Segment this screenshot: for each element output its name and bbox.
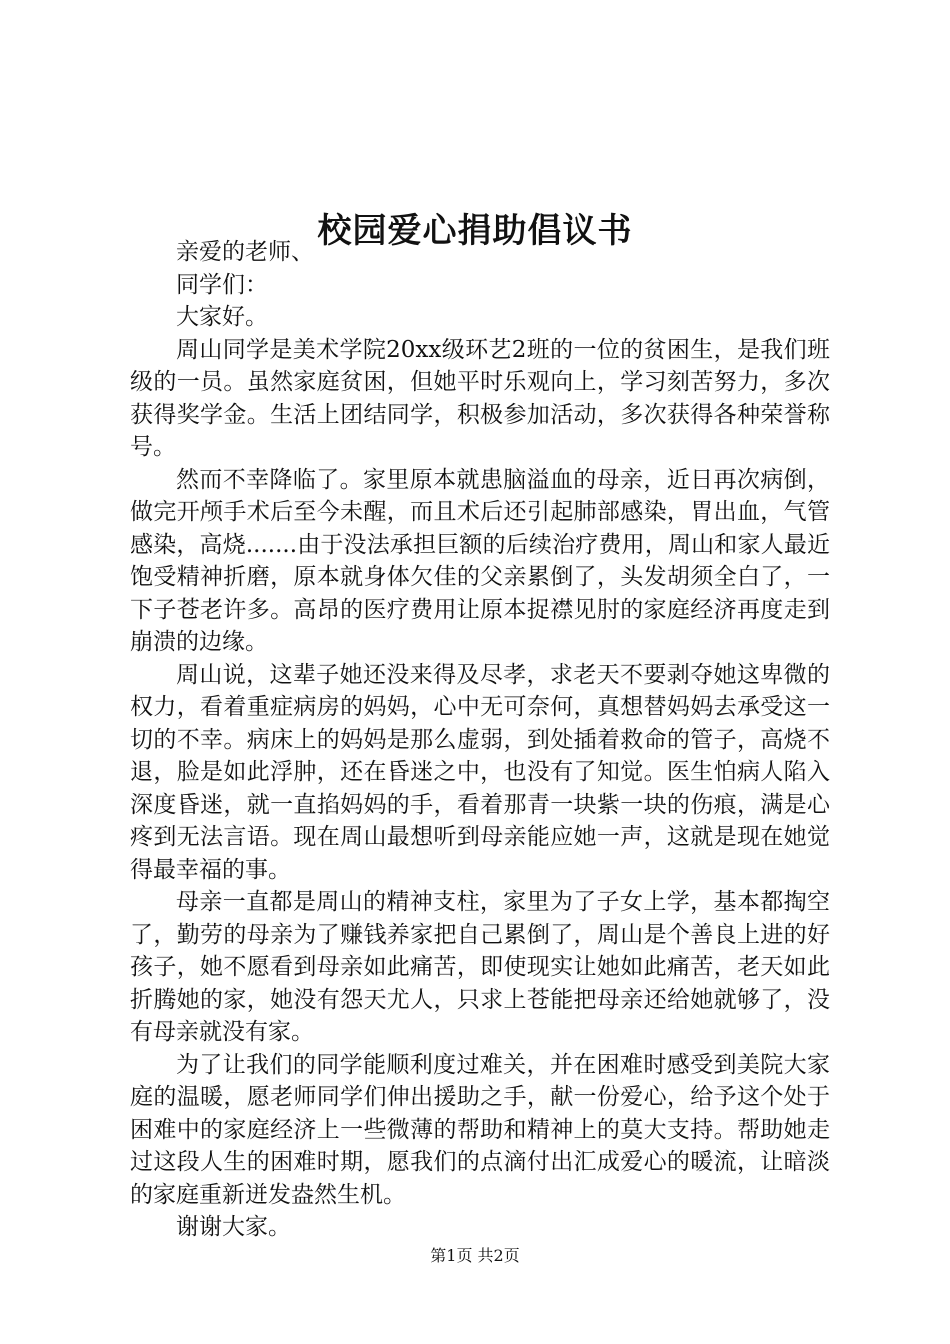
body-paragraph: 然而不幸降临了。家里原本就患脑溢血的母亲，近日再次病倒，做完开颅手术后至今未醒，而且术后还引起肺部感染，胃出血，气管感染，高烧.......由于没法承担巨额的后续治疗费用，周山和家人最近饱受精神折磨，原本就身体欠佳的父亲累倒了，头发胡须全白了，一下子苍老许多。高昂的医疗费用让原本捉襟见肘的家庭经济再度走到崩溃的边缘。 xyxy=(130,466,830,655)
greeting-line-2: 同学们： xyxy=(176,271,268,298)
body-paragraph: 周山同学是美术学院20xx级环艺2班的一位的贫困生，是我们班级的一员。虽然家庭贫困，但她平时乐观向上，学习刻苦努力，多次获得奖学金。生活上团结同学，积极参加活动，多次获得各种荣誉称号。 xyxy=(130,336,830,460)
greeting-line-3: 大家好。 xyxy=(176,304,268,330)
body-paragraph: 母亲一直都是周山的精神支柱，家里为了子女上学，基本都掏空了，勤劳的母亲为了赚钱养家把自己累倒了，周山是个善良上进的好孩子，她不愿看到母亲如此痛苦，即使现实让她如此痛苦，老天如此折腾她的家，她没有怨天尤人，只求上苍能把母亲还给她就够了，没有母亲就没有家。 xyxy=(130,889,830,1045)
greeting-line-1: 亲爱的老师、 xyxy=(176,239,314,265)
document-title: 校园爱心捐助倡议书 xyxy=(317,210,633,251)
page-number-footer: 第1页 共2页 xyxy=(430,1246,520,1265)
document-body xyxy=(130,236,830,1244)
body-paragraph: 为了让我们的同学能顺利度过难关，并在困难时感受到美院大家庭的温暖，愿老师同学们伸出援助之手，献一份爱心，给予这个处于困难中的家庭经济上一些微薄的帮助和精神上的莫大支持。帮助她走过这段人生的困难时期，愿我们的点滴付出汇成爱心的暖流，让暗淡的家庭重新迸发盎然生机。 xyxy=(130,1051,830,1208)
closing-line: 谢谢大家。 xyxy=(176,1214,291,1240)
body-paragraph: 周山说，这辈子她还没来得及尽孝，求老天不要剥夺她这卑微的权力，看着重症病房的妈妈，心中无可奈何，真想替妈妈去承受这一切的不幸。病床上的妈妈是那么虚弱，到处插着救命的管子，高烧不退，脸是如此浮肿，还在昏迷之中，也没有了知觉。医生怕病人陷入深度昏迷，就一直掐妈妈的手，看着那青一块紫一块的伤痕，满是心疼到无法言语。现在周山最想听到母亲能应她一声，这就是现在她觉得最幸福的事。 xyxy=(130,661,830,883)
